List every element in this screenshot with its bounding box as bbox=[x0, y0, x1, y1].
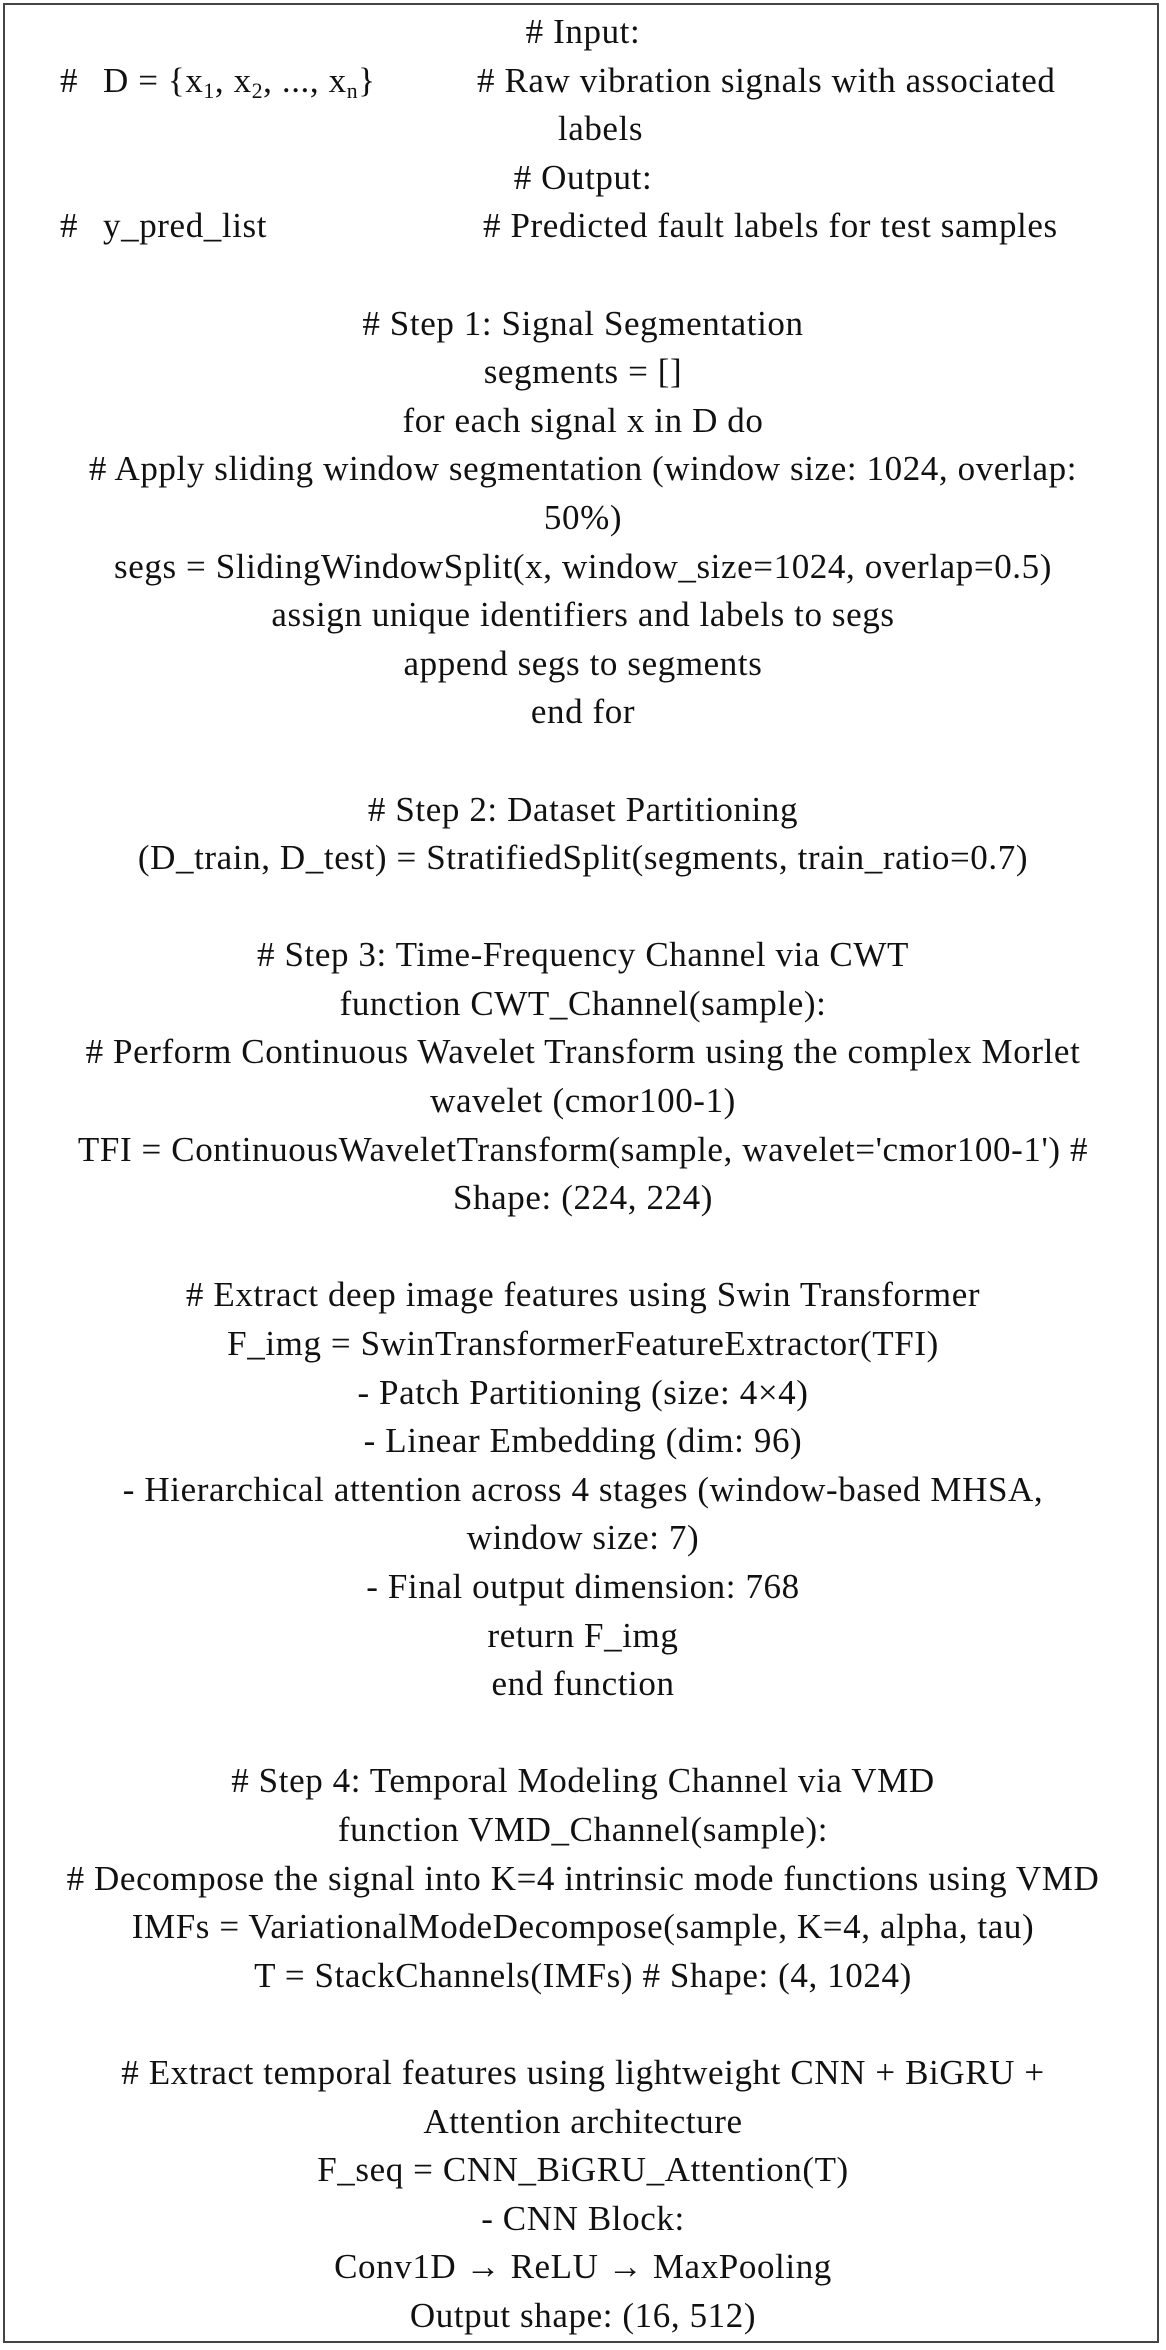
temporal-line: # Extract temporal features using lightweight CNN + BiGRU + bbox=[121, 2052, 1045, 2092]
spacer bbox=[0, 251, 1166, 300]
spacer bbox=[0, 1223, 1166, 1272]
step1-line: append segs to segments bbox=[403, 643, 763, 683]
output-comment: # Predicted fault labels for test samples bbox=[483, 206, 1058, 246]
swin-line: - Final output dimension: 768 bbox=[366, 1567, 800, 1606]
step4-line: # Decompose the signal into K=4 intrinsic mode functions using VMD bbox=[66, 1858, 1100, 1898]
spacer bbox=[0, 1709, 1166, 1758]
step4-title: # Step 4: Temporal Modeling Channel via VMD bbox=[231, 1761, 935, 1801]
input-comment-wrap: labels bbox=[557, 109, 644, 149]
spacer bbox=[0, 737, 1166, 786]
step3-title: # Step 3: Time-Frequency Channel via CWT bbox=[257, 935, 909, 975]
temporal-line: Attention architecture bbox=[423, 2101, 743, 2141]
step1-line: # Apply sliding window segmentation (window size: 1024, overlap: bbox=[88, 449, 1078, 489]
swin-line: - Linear Embedding (dim: 96) bbox=[363, 1421, 803, 1461]
spacer bbox=[0, 883, 1166, 932]
swin-line: - Hierarchical attention across 4 stages (window-based MHSA, bbox=[122, 1469, 1044, 1509]
temporal-line: F_seq = CNN_BiGRU_Attention(T) bbox=[317, 2150, 849, 2190]
step1-line: 50%) bbox=[543, 497, 623, 537]
output-row bbox=[0, 202, 1166, 251]
step1-line: segs = SlidingWindowSplit(x, window_size=1024, overlap=0.5) bbox=[114, 546, 1052, 586]
swin-line: end function bbox=[491, 1664, 675, 1704]
input-header: # Input: bbox=[525, 12, 641, 51]
step3-line: function CWT_Channel(sample): bbox=[339, 983, 827, 1023]
step1-title: # Step 1: Signal Segmentation bbox=[362, 303, 804, 343]
step1-line: end for bbox=[530, 692, 636, 732]
spacer bbox=[0, 2000, 1166, 2049]
input-row bbox=[0, 57, 1166, 106]
step4-line: IMFs = VariationalModeDecompose(sample, K=4, alpha, tau) bbox=[131, 1907, 1035, 1947]
step1-line: for each signal x in D do bbox=[402, 400, 764, 440]
step1-line: assign unique identifiers and labels to segs bbox=[271, 595, 895, 635]
swin-line: return F_img bbox=[487, 1615, 679, 1655]
temporal-line: - CNN Block: bbox=[481, 2198, 685, 2238]
output-hash: # bbox=[60, 206, 79, 246]
output-variable: y_pred_list bbox=[103, 206, 268, 246]
swin-line: - Patch Partitioning (size: 4×4) bbox=[357, 1372, 809, 1412]
input-comment: # Raw vibration signals with associated bbox=[477, 60, 1056, 100]
pseudocode-block bbox=[0, 8, 1166, 2341]
swin-line: # Extract deep image features using Swin Transformer bbox=[185, 1275, 981, 1315]
step3-line: # Perform Continuous Wavelet Transform using the complex Morlet bbox=[85, 1032, 1081, 1072]
step3-line: TFI = ContinuousWaveletTransform(sample, wavelet='cmor100-1') # bbox=[77, 1129, 1089, 1169]
temporal-line: Output shape: (16, 512) bbox=[409, 2295, 757, 2335]
input-hash: # bbox=[60, 60, 79, 100]
output-header: # Output: bbox=[513, 157, 653, 197]
step3-line: wavelet (cmor100-1) bbox=[430, 1081, 736, 1121]
input-variable: $D = \{x_1$, $x_2$, ..., $x_n$} bbox=[103, 60, 376, 103]
step2-line: (D_train, D_test) = StratifiedSplit(segments, train_ratio=0.7) bbox=[137, 838, 1029, 878]
swin-line: window size: 7) bbox=[466, 1518, 700, 1558]
step2-title: # Step 2: Dataset Partitioning bbox=[367, 789, 799, 829]
swin-line: F_img = SwinTransformerFeatureExtractor(TFI) bbox=[227, 1324, 939, 1364]
temporal-line: Conv1D → ReLU → MaxPooling bbox=[334, 2247, 832, 2287]
step4-line: T = StackChannels(IMFs) # Shape: (4, 1024) bbox=[254, 1955, 912, 1995]
step4-line: function VMD_Channel(sample): bbox=[337, 1809, 829, 1849]
step1-line: segments = [] bbox=[483, 352, 683, 392]
step3-line: Shape: (224, 224) bbox=[452, 1178, 714, 1218]
